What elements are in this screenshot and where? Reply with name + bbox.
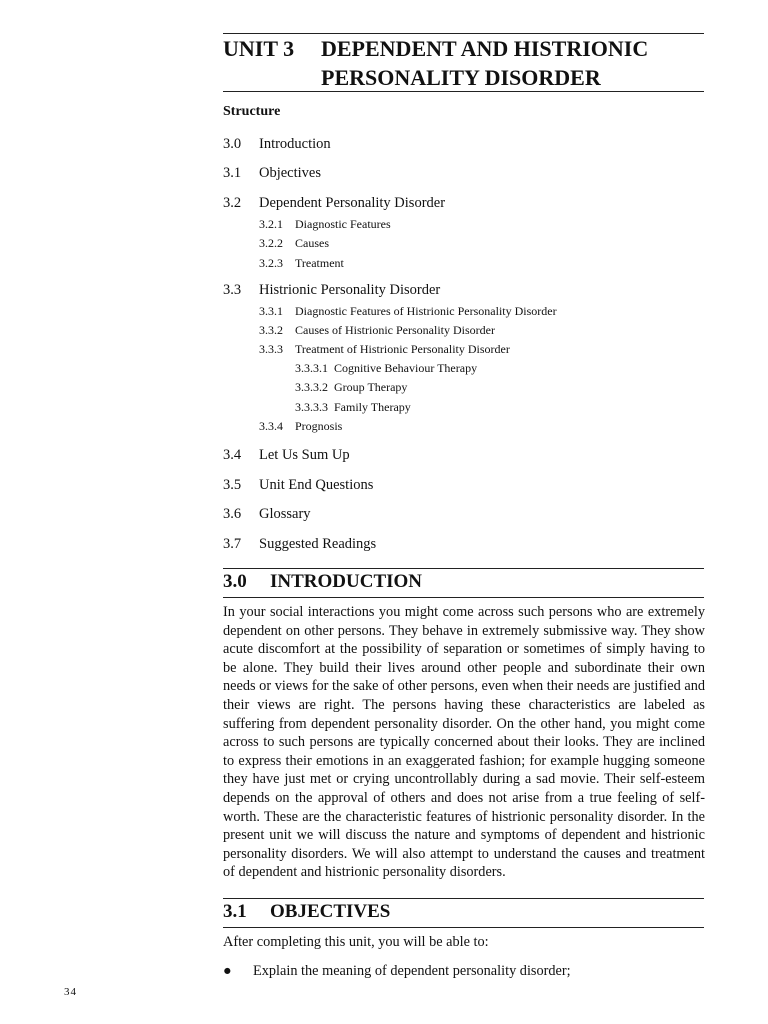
toc-item-label: Diagnostic Features of Histrionic Personality Disorder — [295, 304, 557, 318]
toc-item — [295, 400, 411, 415]
toc-item-number: 3.7 — [223, 536, 242, 552]
toc-item — [259, 323, 495, 338]
toc-item-number: 3.0 — [223, 136, 242, 152]
introduction-paragraph: In your social interactions you might come across such persons who are extremely dependent on other persons. They behave in extremely submissive way. They show acute discomfort at the possibility of separation or sometimes of simply having to be alone. They build their lives around other people and subordinate their own needs or views for the sake of other persons, even when their needs are justified and their views are right. The persons having these characteristics are labeled as suffering from dependent personality disorder. On the other hand, you might come across to such persons are typically concerned about their looks. They are inclined to express their emotions in an exaggerated fashion; for example hugging someone they have just met or crying uncontrollably during a sad movie. Their self-esteem depends on the approval of others and does not arise from a true feeling of self-worth. These are the characteristic features of histrionic personality disorder. In the present unit we will discuss the nature and symptoms of dependent and histrionic personality disorders. We will also attempt to understand the causes and treatment of dependent and histrionic personality disorders. — [223, 604, 705, 881]
toc-item — [223, 165, 321, 182]
toc-item — [223, 536, 376, 553]
toc-item-label: Unit End Questions — [259, 477, 374, 493]
unit-title-line-2: PERSONALITY DISORDER — [321, 65, 601, 90]
toc-item-label: Suggested Readings — [259, 536, 377, 552]
bullet-icon: ● — [223, 963, 232, 979]
toc-item — [223, 136, 331, 153]
toc-item-number: 3.4 — [223, 447, 242, 463]
page-number: 34 — [64, 986, 77, 998]
introduction-title: INTRODUCTION — [270, 571, 423, 592]
toc-item-label: Causes — [295, 236, 329, 250]
toc-item-number: 3.3.3.1 — [295, 361, 328, 375]
objectives-number: 3.1 — [223, 901, 247, 922]
toc-item-number: 3.2.3 — [259, 256, 283, 270]
toc-item — [259, 256, 344, 271]
intro-bottom-rule — [223, 597, 704, 598]
toc-item — [295, 380, 407, 395]
toc-item-number: 3.2 — [223, 195, 242, 211]
toc-item-number: 3.3.3.2 — [295, 380, 328, 394]
objectives-top-rule — [223, 898, 704, 899]
unit-title-line-1: DEPENDENT AND HISTRIONIC — [321, 36, 649, 61]
toc-item — [223, 447, 350, 464]
toc-item-label: Group Therapy — [334, 380, 408, 394]
toc-item-number: 3.3.1 — [259, 304, 283, 318]
toc-item-number: 3.1 — [223, 165, 242, 181]
objective-item — [223, 963, 571, 980]
toc-item — [259, 236, 329, 251]
toc-item-number: 3.3.3 — [259, 342, 283, 356]
toc-item-number: 3.3.3.3 — [295, 400, 328, 414]
toc-item-label: Cognitive Behaviour Therapy — [334, 361, 478, 375]
toc-item-label: Prognosis — [295, 419, 343, 433]
toc-item — [223, 477, 373, 494]
toc-item — [259, 342, 510, 357]
toc-item-label: Causes of Histrionic Personality Disorder — [295, 323, 495, 337]
objectives-heading — [223, 901, 390, 923]
toc-item-label: Dependent Personality Disorder — [259, 195, 446, 211]
unit-number: UNIT 3 — [223, 36, 295, 61]
toc-item — [223, 195, 445, 212]
toc-item-label: Diagnostic Features — [295, 217, 391, 231]
toc-item-number: 3.2.2 — [259, 236, 283, 250]
toc-item-label: Introduction — [259, 136, 331, 152]
toc-item — [295, 361, 477, 376]
structure-label: Structure — [223, 104, 281, 119]
objectives-lead: After completing this unit, you will be able to: — [223, 934, 489, 950]
toc-item-label: Family Therapy — [334, 400, 411, 414]
toc-item-number: 3.5 — [223, 477, 242, 493]
toc-item-number: 3.2.1 — [259, 217, 283, 231]
toc-item-label: Objectives — [259, 165, 322, 181]
toc-item-label: Treatment — [295, 256, 344, 270]
toc-item-label: Glossary — [259, 506, 311, 522]
introduction-heading — [223, 571, 422, 593]
toc-item-label: Histrionic Personality Disorder — [259, 282, 441, 298]
intro-top-rule — [223, 568, 704, 569]
introduction-number: 3.0 — [223, 571, 247, 592]
toc-item-label: Treatment of Histrionic Personality Disorder — [295, 342, 510, 356]
toc-item — [223, 282, 440, 299]
toc-item — [259, 419, 342, 434]
toc-item — [259, 304, 557, 319]
toc-item-number: 3.3.4 — [259, 419, 283, 433]
objectives-bottom-rule — [223, 927, 704, 928]
toc-item-label: Let Us Sum Up — [259, 447, 350, 463]
objectives-title: OBJECTIVES — [270, 901, 391, 922]
toc-item-number: 3.3 — [223, 282, 242, 298]
toc-item-number: 3.6 — [223, 506, 242, 522]
toc-item — [223, 506, 311, 523]
toc-item-number: 3.3.2 — [259, 323, 283, 337]
toc-item — [259, 217, 391, 232]
objective-item-text: Explain the meaning of dependent personality disorder; — [253, 963, 571, 979]
